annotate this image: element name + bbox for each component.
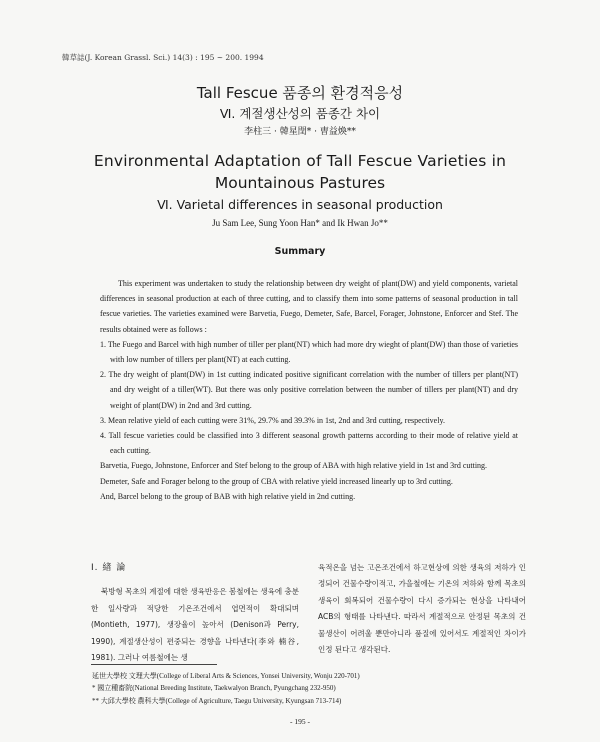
summary-heading: Summary: [274, 246, 326, 257]
summary-item: 1. The Fuego and Barcel with high number of tiller per plant(NT) which had more dry wieght of plant(DW) than those of varieties with low number of tillers per plant(NT) at each cutting.: [100, 339, 518, 365]
footnote-affiliation: * 國立種畜院(National Breeding Institute, Taekwalyon Branch, Pyungchang 232-950): [92, 684, 336, 693]
footnote-affiliation: ** 大邱大學校 農科大學(College of Agriculture, Taegu University, Kyungsan 713-714): [92, 696, 342, 705]
summary-closing: And, Barcel belong to the group of BAB with high relative yield in 2nd cutting.: [100, 491, 356, 501]
section-heading-introduction: Ⅰ. 緖 論: [91, 563, 127, 573]
footnote-divider: [91, 664, 217, 665]
summary-closing: Barvetia, Fuego, Johnstone, Enforcer and Stef belong to the group of ABA with high relative yield in 1st and 3rd cutting.: [100, 461, 488, 471]
journal-citation: 韓草誌(J. Korean Grassl. Sci.) 14(3) : 195 ~ 200. 1994: [62, 53, 264, 62]
summary-closing: Demeter, Safe and Forager belong to the group of CBA with relative yield increased linearly up to 3rd cutting.: [100, 476, 453, 486]
intro-paragraph-continued: 육적온을 넘는 고온조건에서 하고현상에 의한 생육의 저하가 인정되어 건물수량이적고, 가을철에는 기온의 저하와 함께 목초의 생육이 회복되어 건물수량이 다시 증가되는 현상을 나타내어 ACB의 형태를 나타낸다. 따라서 계절적으로 안정된 목초의 건물생산이 어려울 뿐만아니라 품질에 있어서도 계절적인 차이가 인정 된다고 생각된다.: [318, 563, 526, 655]
korean-title: Tall Fescue 품종의 환경적응성: [196, 84, 404, 102]
summary-body: [100, 276, 518, 504]
summary-item: 2. The dry weight of plant(DW) in 1st cutting indicated positive significant correlation with the number of tillers per plant(NT) and dry weight of a tiller(WT). But there was only positive correlation between the number of tillers per plant(NT) and dry weight of plant(DW) in 2nd and 3rd cutting.: [100, 370, 518, 410]
summary-intro: This experiment was undertaken to study the relationship between dry weight of plant(DW) and yield components, varietal differences in seasonal production at each of three cutting, and to classify them into some patterns of seasonal production in tall fescue varieties. The varieties examined were Barvetia, Fuego, Demeter, Safe, Barcel, Forager, Johnstone, Enforcer and Stef. The results obtained were as follows :: [100, 279, 518, 334]
intro-paragraph: 북방형 목초의 계절에 대한 생육반응은 봄철에는 생육에 충분한 일사량과 적당한 기온조건에서 엽면적이 확대되며(Montieth, 1977), 생장율이 높아서 (Denison과 Perry, 1990), 계절생산성이 편중되는 경향을 나타낸다(李와 楠谷, 1981). 그러나 여름철에는 생: [91, 587, 299, 663]
footnotes: [92, 670, 360, 707]
footnote-affiliation: 延世大學校 文理大學(College of Liberal Arts & Sciences, Yonsei University, Wonju 220-701): [92, 672, 360, 680]
korean-subtitle: Ⅵ. 계절생산성의 품종간 차이: [219, 106, 381, 121]
page-number: - 195 -: [290, 717, 310, 726]
english-subtitle: Ⅵ. Varietal differences in seasonal production: [157, 197, 443, 212]
english-title-line1: Environmental Adaptation of Tall Fescue Varieties in: [93, 152, 507, 170]
summary-item: 4. Tall fescue varieties could be classified into 3 different seasonal growth patterns according to their mode of relative yield at each cutting.: [100, 431, 518, 456]
english-title-line2: Mountainous Pastures: [214, 174, 386, 192]
intro-right-column: [318, 560, 526, 658]
summary-item: 3. Mean relative yield of each cutting were 31%, 29.7% and 39.3% in 1st, 2nd and 3rd cutting, respectively.: [100, 415, 445, 425]
korean-authors: 李柱三 · 韓星閏* · 曺益煥**: [244, 127, 356, 137]
intro-left-column: [91, 560, 299, 666]
english-authors: Ju Sam Lee, Sung Yoon Han* and Ik Hwan Jo**: [212, 218, 388, 228]
